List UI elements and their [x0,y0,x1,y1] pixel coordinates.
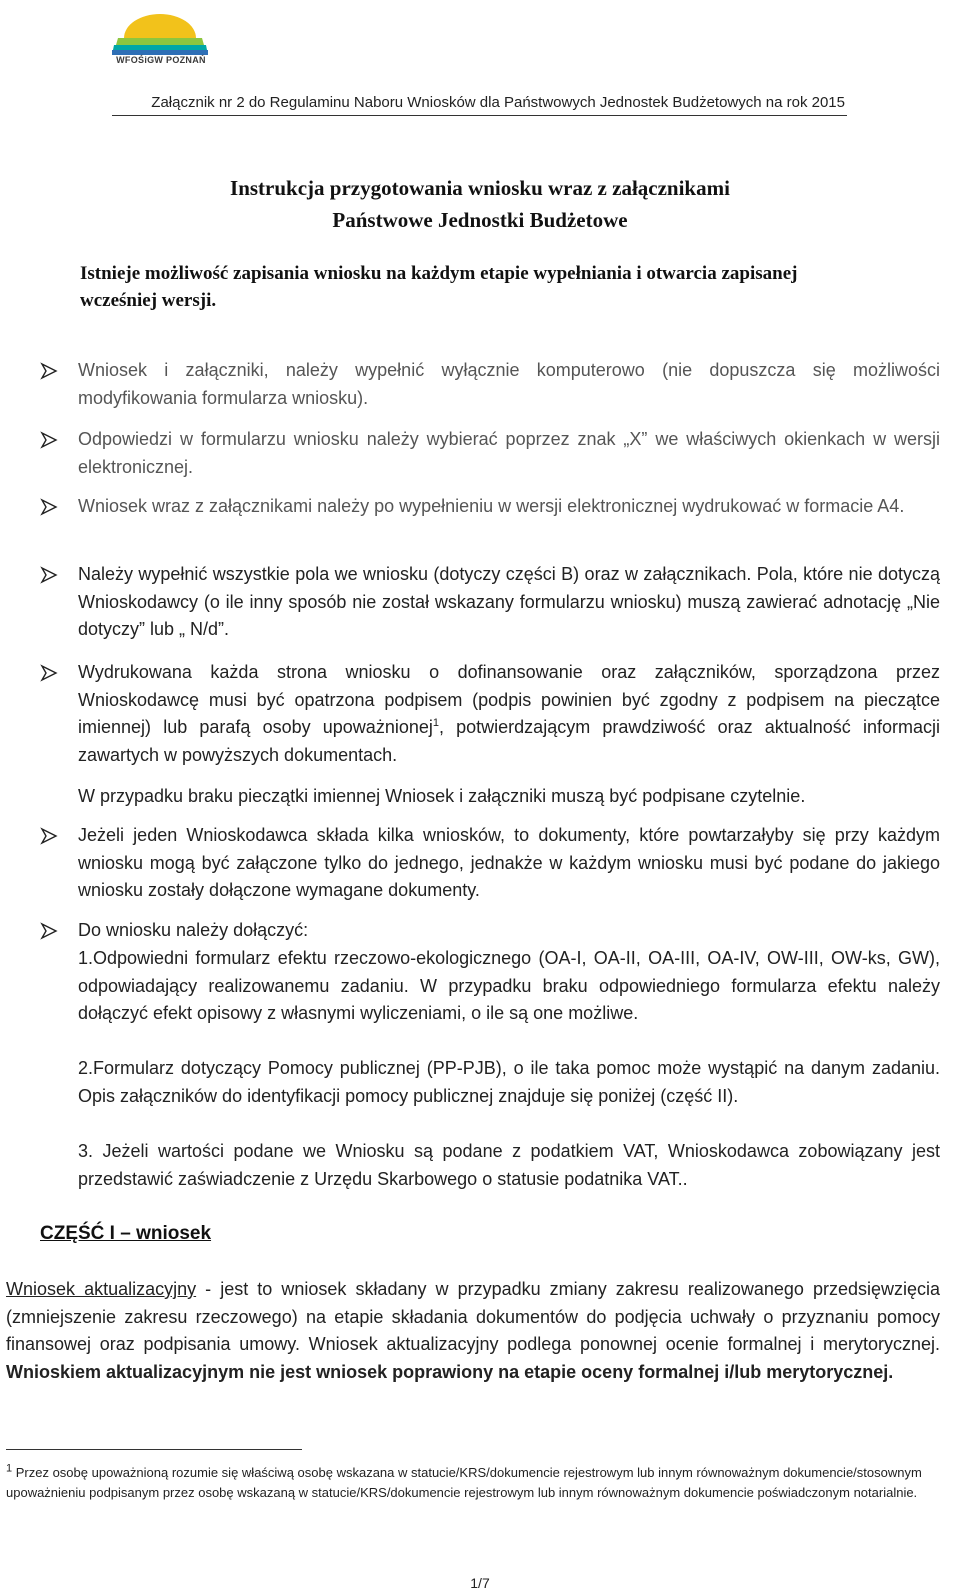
attachments-intro: Do wniosku należy dołączyć: [78,920,309,940]
logo-text: WFOŚiGW POZNAŃ [116,55,206,65]
page-number: 1/7 [470,1575,490,1591]
definition-paragraph [6,1276,940,1386]
instruction-item: Wniosek wraz z załącznikami należy po wypełnieniu w wersji elektronicznej wydrukować w formacie A4. [78,496,905,516]
dash: - [196,1279,221,1299]
logo [106,8,214,70]
attachment-item: 2.Formularz dotyczący Pomocy publicznej (PP-PJB), o ile taka pomoc może wystąpić na danym zadaniu. Opis załączników do identyfikacji pomocy publicznej znajduje się poniżej (część II). [78,1058,940,1106]
save-note-line2: wcześniej wersji. [80,290,217,311]
definition-emphasis: Wnioskiem aktualizacyjnym nie jest wniosek poprawiony na etapie oceny formalnej i/lub merytorycznej. [6,1361,894,1382]
footnote [6,1463,946,1503]
instruction-item: Odpowiedzi w formularzu wniosku należy wybierać poprzez znak „X” we właściwych okienkach w wersji elektronicznej. [78,429,940,477]
footnote-divider [6,1449,302,1450]
header-text: Załącznik nr 2 do Regulaminu Naboru Wniosków dla Państwowych Jednostek Budżetowych na rok 2015 [151,94,845,111]
instruction-item: Wniosek i załączniki, należy wypełnić wyłącznie komputerowo (nie dopuszcza się możliwości modyfikowania formularza wniosku). [78,360,940,408]
arrow-bullet-icon [40,827,58,845]
footnote-mark: 1 [6,1462,13,1475]
arrow-bullet-icon [40,498,58,516]
section-heading: CZĘŚĆ I – wniosek [40,1223,212,1244]
header-divider [112,115,847,116]
arrow-bullet-icon [40,566,58,584]
document-subtitle: Państwowe Jednostki Budżetowe [332,208,628,232]
instruction-item: Należy wypełnić wszystkie pola we wniosku (dotyczy części B) oraz w załącznikach. Pola, które nie dotyczą Wnioskodawcy (o ile inny sposób nie został wskazany formularzu wniosku) muszą zawierać adnotację „Nie dotyczy” lub „ N/d”. [78,564,940,639]
document-title: Instrukcja przygotowania wniosku wraz z załącznikami [230,176,730,200]
footnote-reference[interactable]: 1 [432,717,439,729]
arrow-bullet-icon [40,362,58,380]
instruction-text: Wydrukowana każda strona wniosku o dofinansowanie oraz załączników, sporządzona przez Wnioskodawcę musi być opatrzona podpisem (podpis powinien być zgodny z podpisem na pieczątce imiennej) lub parafą osoby upoważnionej [78,662,940,737]
footnote-text: Przez osobę upoważnioną rozumie się właściwą osobę wskazana w statucie/KRS/dokumencie rejestrowym lub innym równoważnym dokumencie/stosownym upoważnieniu podpisanym przez osobę wskazaną w statucie/KRS/dokumencie rejestrowym lub innym równoważnym dokumencie poświadczonym notarialnie. [6,1465,922,1500]
arrow-bullet-icon [40,431,58,449]
attachment-item: 3. Jeżeli wartości podane we Wniosku są podane z podatkiem VAT, Wnioskodawca zobowiązany jest przedstawić zaświadczenie z Urzędu Skarbowego o statusie podatnika VAT.. [78,1141,940,1189]
arrow-bullet-icon [40,664,58,682]
definition-text: jest to wniosek składany w przypadku zmiany zakresu realizowanego przedsięwzięcia (zmniejszenie zakresu rzeczowego) na etapie składania dokumentów do podjęcia uchwały o przyznaniu pomocy finansowej oraz podpisania umowy. Wniosek aktualizacyjny podlega ponownej ocenie formalnej i merytorycznej. [6,1279,941,1354]
attachment-item: 1.Odpowiedni formularz efektu rzeczowo-ekologicznego (OA-I, OA-II, OA-III, OA-IV, OW-III, OW-ks, GW), odpowiadający realizowanemu zadaniu. W przypadku braku odpowiedniego formularza efektu należy dołączyć efekt opisowy z własnymi wyliczeniami, o ile są one możliwe. [78,948,940,1023]
arrow-bullet-icon [40,922,58,940]
defined-term: Wniosek aktualizacyjny [6,1279,197,1299]
instruction-note: W przypadku braku pieczątki imiennej Wniosek i załączniki muszą być podpisane czytelnie. [78,786,806,806]
instruction-item [78,659,940,769]
save-note-line1: Istnieje możliwość zapisania wniosku na każdym etapie wypełniania i otwarcia zapisanej [80,263,798,284]
instruction-item: Jeżeli jeden Wnioskodawca składa kilka wniosków, to dokumenty, które powtarzałyby się przy każdym wniosku mogą być załączone tylko do jednego, jednakże w każdym wniosku musi być podane do jakiego wniosku zostały dołączone wymagane dokumenty. [78,825,940,900]
instruction-text: , potwierdzającym prawdziwość oraz aktualność informacji zawartych w powyższych dokumentach. [78,717,940,765]
